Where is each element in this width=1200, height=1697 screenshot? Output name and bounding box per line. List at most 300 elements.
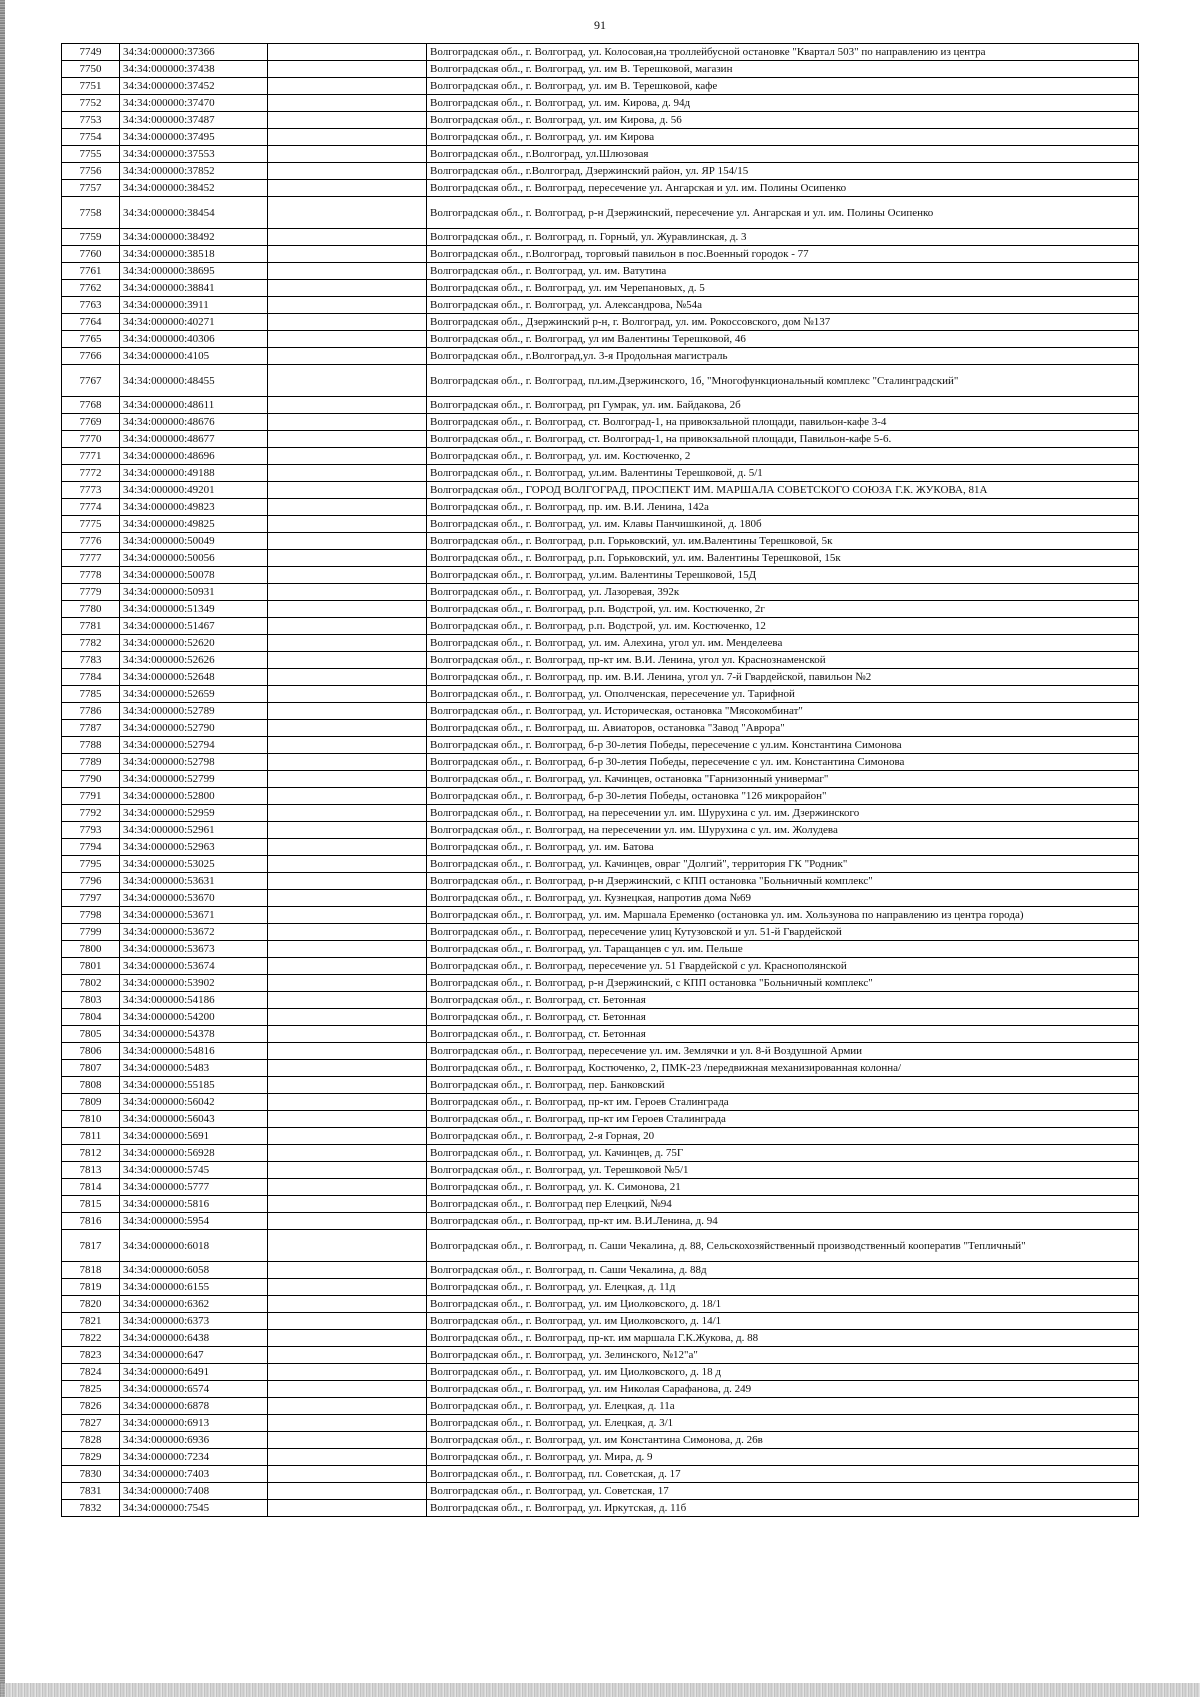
row-number-cell: 7779	[62, 584, 120, 601]
table-row	[62, 839, 1139, 856]
cadastral-number-cell: 34:34:000000:51349	[120, 601, 268, 618]
cadastral-number-cell: 34:34:000000:48696	[120, 448, 268, 465]
row-number-cell: 7830	[62, 1466, 120, 1483]
empty-cell	[268, 1213, 427, 1230]
row-number-cell: 7798	[62, 907, 120, 924]
empty-cell	[268, 1128, 427, 1145]
row-number-cell: 7764	[62, 314, 120, 331]
table-row	[62, 1364, 1139, 1381]
table-row	[62, 1230, 1139, 1262]
cadastral-number-cell: 34:34:000000:54200	[120, 1009, 268, 1026]
address-cell: Волгоградская обл., г. Волгоград, на пересечении ул. им. Шурухина с ул. им. Дзержинского	[427, 805, 1139, 822]
table-row	[62, 482, 1139, 499]
row-number-cell: 7784	[62, 669, 120, 686]
cadastral-number-cell: 34:34:000000:53670	[120, 890, 268, 907]
address-cell: Волгоградская обл., г. Волгоград, ул. им Циолковского, д. 18/1	[427, 1296, 1139, 1313]
empty-cell	[268, 1111, 427, 1128]
table-row	[62, 61, 1139, 78]
empty-cell	[268, 246, 427, 263]
table-row	[62, 229, 1139, 246]
table-row	[62, 1196, 1139, 1213]
row-number-cell: 7817	[62, 1230, 120, 1262]
empty-cell	[268, 348, 427, 365]
row-number-cell: 7808	[62, 1077, 120, 1094]
row-number-cell: 7797	[62, 890, 120, 907]
cadastral-number-cell: 34:34:000000:6373	[120, 1313, 268, 1330]
cadastral-number-cell: 34:34:000000:52961	[120, 822, 268, 839]
row-number-cell: 7805	[62, 1026, 120, 1043]
empty-cell	[268, 1230, 427, 1262]
empty-cell	[268, 1296, 427, 1313]
empty-cell	[268, 1483, 427, 1500]
cadastral-number-cell: 34:34:000000:7408	[120, 1483, 268, 1500]
cadastral-number-cell: 34:34:000000:48676	[120, 414, 268, 431]
empty-cell	[268, 397, 427, 414]
address-cell: Волгоградская обл., г. Волгоград, ул. Александрова, №54а	[427, 297, 1139, 314]
empty-cell	[268, 941, 427, 958]
table-row	[62, 737, 1139, 754]
empty-cell	[268, 1077, 427, 1094]
empty-cell	[268, 44, 427, 61]
row-number-cell: 7785	[62, 686, 120, 703]
cadastral-number-cell: 34:34:000000:49201	[120, 482, 268, 499]
table-row	[62, 1296, 1139, 1313]
empty-cell	[268, 771, 427, 788]
row-number-cell: 7789	[62, 754, 120, 771]
address-cell: Волгоградская обл., г. Волгоград, б-р 30-летия Победы, пересечение с ул.им. Константина Симонова	[427, 737, 1139, 754]
address-cell: Волгоградская обл., г. Волгоград, ул. им В. Терешковой, магазин	[427, 61, 1139, 78]
empty-cell	[268, 533, 427, 550]
address-cell: Волгоградская обл., г. Волгоград, ул. им Черепановых, д. 5	[427, 280, 1139, 297]
row-number-cell: 7790	[62, 771, 120, 788]
row-number-cell: 7822	[62, 1330, 120, 1347]
row-number-cell: 7754	[62, 129, 120, 146]
empty-cell	[268, 197, 427, 229]
address-cell: Волгоградская обл., г.Волгоград, торговый павильон в пос.Военный городок - 77	[427, 246, 1139, 263]
empty-cell	[268, 1398, 427, 1415]
table-row	[62, 686, 1139, 703]
empty-cell	[268, 482, 427, 499]
cadastral-number-cell: 34:34:000000:37487	[120, 112, 268, 129]
table-row	[62, 1145, 1139, 1162]
cadastral-number-cell: 34:34:000000:37495	[120, 129, 268, 146]
empty-cell	[268, 95, 427, 112]
table-row	[62, 1415, 1139, 1432]
cadastral-number-cell: 34:34:000000:6574	[120, 1381, 268, 1398]
table-row	[62, 1466, 1139, 1483]
table-row	[62, 924, 1139, 941]
table-row	[62, 550, 1139, 567]
address-cell: Волгоградская обл., г. Волгоград, р.п. Горьковский, ул. им.Валентины Терешковой, 5к	[427, 533, 1139, 550]
address-cell: Волгоградская обл., г. Волгоград, ул. им. Батова	[427, 839, 1139, 856]
table-row	[62, 941, 1139, 958]
address-cell: Волгоградская обл., г. Волгоград, ул. им Константина Симонова, д. 26в	[427, 1432, 1139, 1449]
table-row	[62, 1330, 1139, 1347]
address-cell: Волгоградская обл., г. Волгоград, р-н Дзержинский, с КПП остановка "Больничный комплекс"	[427, 873, 1139, 890]
address-cell: Волгоградская обл., г. Волгоград, пересечение ул. 51 Гвардейской с ул. Краснополянской	[427, 958, 1139, 975]
empty-cell	[268, 805, 427, 822]
address-cell: Волгоградская обл., г. Волгоград, ул. им Циолковского, д. 14/1	[427, 1313, 1139, 1330]
address-cell: Волгоградская обл., г. Волгоград, пр. им. В.И. Ленина, 142а	[427, 499, 1139, 516]
table-row	[62, 297, 1139, 314]
empty-cell	[268, 78, 427, 95]
scan-edge-bottom	[0, 1683, 1200, 1697]
table-row	[62, 465, 1139, 482]
address-cell: Волгоградская обл., г. Волгоград, р.п. Водстрой, ул. им. Костюченко, 12	[427, 618, 1139, 635]
row-number-cell: 7824	[62, 1364, 120, 1381]
row-number-cell: 7799	[62, 924, 120, 941]
cadastral-number-cell: 34:34:000000:38454	[120, 197, 268, 229]
address-cell: Волгоградская обл., г. Волгоград, рп Гумрак, ул. им. Байдакова, 2б	[427, 397, 1139, 414]
address-cell: Волгоградская обл., г. Волгоград, ул им Валентины Терешковой, 46	[427, 331, 1139, 348]
row-number-cell: 7753	[62, 112, 120, 129]
address-cell: Волгоградская обл., г. Волгоград, ул. К. Симонова, 21	[427, 1179, 1139, 1196]
row-number-cell: 7763	[62, 297, 120, 314]
empty-cell	[268, 703, 427, 720]
cadastral-number-cell: 34:34:000000:52800	[120, 788, 268, 805]
table-row	[62, 1381, 1139, 1398]
cadastral-number-cell: 34:34:000000:7403	[120, 1466, 268, 1483]
address-cell: Волгоградская обл., г. Волгоград, б-р 30-летия Победы, остановка "126 микрорайон"	[427, 788, 1139, 805]
row-number-cell: 7792	[62, 805, 120, 822]
address-cell: Волгоградская обл., г. Волгоград, ул. Ополченская, пересечение ул. Тарифной	[427, 686, 1139, 703]
address-cell: Волгоградская обл., г. Волгоград, пл.им.Дзержинского, 1б, "Многофункциональный комплекс "Сталинградский"	[427, 365, 1139, 397]
table-row	[62, 280, 1139, 297]
table-row	[62, 263, 1139, 280]
row-number-cell: 7761	[62, 263, 120, 280]
table-row	[62, 1262, 1139, 1279]
row-number-cell: 7816	[62, 1213, 120, 1230]
table-row	[62, 197, 1139, 229]
address-cell: Волгоградская обл., г. Волгоград, ул. Таращанцев с ул. им. Пельше	[427, 941, 1139, 958]
address-cell: Волгоградская обл., г. Волгоград, ст. Бетонная	[427, 992, 1139, 1009]
row-number-cell: 7825	[62, 1381, 120, 1398]
cadastral-number-cell: 34:34:000000:40271	[120, 314, 268, 331]
cadastral-number-cell: 34:34:000000:5691	[120, 1128, 268, 1145]
address-cell: Волгоградская обл., г. Волгоград, п. Горный, ул. Журавлинская, д. 3	[427, 229, 1139, 246]
cadastral-number-cell: 34:34:000000:52626	[120, 652, 268, 669]
row-number-cell: 7795	[62, 856, 120, 873]
table-row	[62, 567, 1139, 584]
address-cell: Волгоградская обл., г. Волгоград, ул. им Циолковского, д. 18 д	[427, 1364, 1139, 1381]
address-cell: Волгоградская обл., г. Волгоград, ул. им Кирова	[427, 129, 1139, 146]
cadastral-number-cell: 34:34:000000:6058	[120, 1262, 268, 1279]
cadastral-number-cell: 34:34:000000:38695	[120, 263, 268, 280]
cadastral-number-cell: 34:34:000000:53631	[120, 873, 268, 890]
cadastral-number-cell: 34:34:000000:37553	[120, 146, 268, 163]
empty-cell	[268, 618, 427, 635]
cadastral-number-cell: 34:34:000000:52794	[120, 737, 268, 754]
table-row	[62, 890, 1139, 907]
address-cell: Волгоградская обл., г. Волгоград, ул. Кузнецкая, напротив дома №69	[427, 890, 1139, 907]
address-cell: Волгоградская обл., г. Волгоград, ул. Историческая, остановка "Мясокомбинат"	[427, 703, 1139, 720]
cadastral-number-cell: 34:34:000000:49825	[120, 516, 268, 533]
address-cell: Волгоградская обл., г. Волгоград, пл. Советская, д. 17	[427, 1466, 1139, 1483]
table-row	[62, 163, 1139, 180]
empty-cell	[268, 1313, 427, 1330]
empty-cell	[268, 1279, 427, 1296]
row-number-cell: 7804	[62, 1009, 120, 1026]
table-row	[62, 1077, 1139, 1094]
cadastral-number-cell: 34:34:000000:6491	[120, 1364, 268, 1381]
table-row	[62, 180, 1139, 197]
empty-cell	[268, 180, 427, 197]
empty-cell	[268, 280, 427, 297]
table-row	[62, 1009, 1139, 1026]
empty-cell	[268, 516, 427, 533]
address-cell: Волгоградская обл., г. Волгоград, ул. им. Костюченко, 2	[427, 448, 1139, 465]
address-cell: Волгоградская обл., г. Волгоград, ул. Лазоревая, 392к	[427, 584, 1139, 601]
address-cell: Волгоградская обл., г.Волгоград, Дзержинский район, ул. ЯР 154/15	[427, 163, 1139, 180]
empty-cell	[268, 1364, 427, 1381]
page-number: 91	[594, 18, 606, 32]
table-row	[62, 246, 1139, 263]
empty-cell	[268, 601, 427, 618]
address-cell: Волгоградская обл., г.Волгоград,ул. 3-я Продольная магистраль	[427, 348, 1139, 365]
empty-cell	[268, 754, 427, 771]
row-number-cell: 7827	[62, 1415, 120, 1432]
table-row	[62, 1483, 1139, 1500]
cadastral-number-cell: 34:34:000000:647	[120, 1347, 268, 1364]
address-cell: Волгоградская обл., г. Волгоград, ул. им. Алехина, угол ул. им. Менделеева	[427, 635, 1139, 652]
row-number-cell: 7813	[62, 1162, 120, 1179]
table-row	[62, 95, 1139, 112]
empty-cell	[268, 1347, 427, 1364]
table-row	[62, 1279, 1139, 1296]
cadastral-number-cell: 34:34:000000:52798	[120, 754, 268, 771]
address-cell: Волгоградская обл., г. Волгоград, б-р 30-летия Победы, пересечение с ул. им. Константина Симонова	[427, 754, 1139, 771]
row-number-cell: 7771	[62, 448, 120, 465]
cadastral-number-cell: 34:34:000000:5483	[120, 1060, 268, 1077]
address-cell: Волгоградская обл., г. Волгоград, пр-кт им Героев Сталинграда	[427, 1111, 1139, 1128]
row-number-cell: 7756	[62, 163, 120, 180]
address-cell: Волгоградская обл., г. Волгоград, ул. им Кирова, д. 56	[427, 112, 1139, 129]
address-cell: Волгоградская обл., г. Волгоград, пр-кт. им маршала Г.К.Жукова, д. 88	[427, 1330, 1139, 1347]
row-number-cell: 7765	[62, 331, 120, 348]
table-row	[62, 1043, 1139, 1060]
address-cell: Волгоградская обл., г. Волгоград, 2-я Горная, 20	[427, 1128, 1139, 1145]
cadastral-number-cell: 34:34:000000:38452	[120, 180, 268, 197]
cadastral-number-cell: 34:34:000000:5745	[120, 1162, 268, 1179]
table-row	[62, 1313, 1139, 1330]
empty-cell	[268, 365, 427, 397]
row-number-cell: 7794	[62, 839, 120, 856]
row-number-cell: 7776	[62, 533, 120, 550]
empty-cell	[268, 1432, 427, 1449]
table-row	[62, 78, 1139, 95]
row-number-cell: 7781	[62, 618, 120, 635]
row-number-cell: 7815	[62, 1196, 120, 1213]
empty-cell	[268, 635, 427, 652]
table-row	[62, 314, 1139, 331]
address-cell: Волгоградская обл., г. Волгоград, Костюченко, 2, ПМК-23 /передвижная механизированная колонна/	[427, 1060, 1139, 1077]
cadastral-number-cell: 34:34:000000:48611	[120, 397, 268, 414]
empty-cell	[268, 567, 427, 584]
cadastral-number-cell: 34:34:000000:49188	[120, 465, 268, 482]
row-number-cell: 7752	[62, 95, 120, 112]
address-cell: Волгоградская обл., ГОРОД ВОЛГОГРАД, ПРОСПЕКТ ИМ. МАРШАЛА СОВЕТСКОГО СОЮЗА Г.К. ЖУКОВА, 81А	[427, 482, 1139, 499]
address-cell: Волгоградская обл., г. Волгоград, ст. Бетонная	[427, 1026, 1139, 1043]
row-number-cell: 7811	[62, 1128, 120, 1145]
empty-cell	[268, 550, 427, 567]
table-row	[62, 516, 1139, 533]
cadastral-number-cell: 34:34:000000:4105	[120, 348, 268, 365]
table-row	[62, 805, 1139, 822]
empty-cell	[268, 1196, 427, 1213]
empty-cell	[268, 1043, 427, 1060]
address-cell: Волгоградская обл., г. Волгоград, пересечение ул. Ангарская и ул. им. Полины Осипенко	[427, 180, 1139, 197]
row-number-cell: 7802	[62, 975, 120, 992]
table-row	[62, 618, 1139, 635]
cadastral-number-cell: 34:34:000000:6936	[120, 1432, 268, 1449]
row-number-cell: 7829	[62, 1449, 120, 1466]
address-cell: Волгоградская обл., г. Волгоград, ул. Колосовая,на троллейбусной остановке "Квартал 503" по направлению из центра	[427, 44, 1139, 61]
cadastral-number-cell: 34:34:000000:5954	[120, 1213, 268, 1230]
row-number-cell: 7755	[62, 146, 120, 163]
registry-table-body	[62, 44, 1139, 1517]
table-row	[62, 1128, 1139, 1145]
table-row	[62, 44, 1139, 61]
table-row	[62, 975, 1139, 992]
cadastral-number-cell: 34:34:000000:37366	[120, 44, 268, 61]
registry-table	[61, 43, 1139, 1517]
row-number-cell: 7757	[62, 180, 120, 197]
cadastral-number-cell: 34:34:000000:52620	[120, 635, 268, 652]
cadastral-number-cell: 34:34:000000:56042	[120, 1094, 268, 1111]
table-row	[62, 1111, 1139, 1128]
row-number-cell: 7750	[62, 61, 120, 78]
address-cell: Волгоградская обл., г. Волгоград, п. Саши Чекалина, д. 88д	[427, 1262, 1139, 1279]
cadastral-number-cell: 34:34:000000:3911	[120, 297, 268, 314]
empty-cell	[268, 1060, 427, 1077]
table-row	[62, 1179, 1139, 1196]
table-row	[62, 414, 1139, 431]
address-cell: Волгоградская обл., г. Волгоград, ст. Бетонная	[427, 1009, 1139, 1026]
table-row	[62, 1432, 1139, 1449]
row-number-cell: 7758	[62, 197, 120, 229]
cadastral-number-cell: 34:34:000000:37452	[120, 78, 268, 95]
table-row	[62, 720, 1139, 737]
table-row	[62, 1398, 1139, 1415]
empty-cell	[268, 1094, 427, 1111]
cadastral-number-cell: 34:34:000000:48455	[120, 365, 268, 397]
table-row	[62, 822, 1139, 839]
empty-cell	[268, 788, 427, 805]
empty-cell	[268, 1009, 427, 1026]
empty-cell	[268, 1466, 427, 1483]
table-row	[62, 771, 1139, 788]
table-row	[62, 788, 1139, 805]
address-cell: Волгоградская обл., г. Волгоград, на пересечении ул. им. Шурухина с ул. им. Жолудева	[427, 822, 1139, 839]
cadastral-number-cell: 34:34:000000:55185	[120, 1077, 268, 1094]
row-number-cell: 7773	[62, 482, 120, 499]
row-number-cell: 7793	[62, 822, 120, 839]
row-number-cell: 7786	[62, 703, 120, 720]
cadastral-number-cell: 34:34:000000:38492	[120, 229, 268, 246]
row-number-cell: 7782	[62, 635, 120, 652]
address-cell: Волгоградская обл., г. Волгоград, ул.им. Валентины Терешковой, 15Д	[427, 567, 1139, 584]
table-row	[62, 331, 1139, 348]
cadastral-number-cell: 34:34:000000:52959	[120, 805, 268, 822]
table-row	[62, 754, 1139, 771]
address-cell: Волгоградская обл., г. Волгоград, ул. им. Клавы Панчишкиной, д. 180б	[427, 516, 1139, 533]
cadastral-number-cell: 34:34:000000:37438	[120, 61, 268, 78]
empty-cell	[268, 1330, 427, 1347]
cadastral-number-cell: 34:34:000000:51467	[120, 618, 268, 635]
row-number-cell: 7791	[62, 788, 120, 805]
empty-cell	[268, 924, 427, 941]
address-cell: Волгоградская обл., г. Волгоград, ул. им В. Терешковой, кафе	[427, 78, 1139, 95]
row-number-cell: 7821	[62, 1313, 120, 1330]
cadastral-number-cell: 34:34:000000:52799	[120, 771, 268, 788]
address-cell: Волгоградская обл., г. Волгоград, ул. Зелинского, №12"а"	[427, 1347, 1139, 1364]
empty-cell	[268, 958, 427, 975]
cadastral-number-cell: 34:34:000000:54378	[120, 1026, 268, 1043]
empty-cell	[268, 975, 427, 992]
empty-cell	[268, 431, 427, 448]
table-row	[62, 652, 1139, 669]
address-cell: Волгоградская обл., г. Волгоград, ул. им. Маршала Еременко (остановка ул. им. Хользунова по направлению из центра города)	[427, 907, 1139, 924]
empty-cell	[268, 584, 427, 601]
table-row	[62, 1500, 1139, 1517]
empty-cell	[268, 856, 427, 873]
row-number-cell: 7772	[62, 465, 120, 482]
cadastral-number-cell: 34:34:000000:6362	[120, 1296, 268, 1313]
empty-cell	[268, 1500, 427, 1517]
table-row	[62, 533, 1139, 550]
row-number-cell: 7767	[62, 365, 120, 397]
row-number-cell: 7832	[62, 1500, 120, 1517]
row-number-cell: 7760	[62, 246, 120, 263]
cadastral-number-cell: 34:34:000000:54186	[120, 992, 268, 1009]
address-cell: Волгоградская обл., г. Волгоград, ул. Иркутская, д. 11б	[427, 1500, 1139, 1517]
cadastral-number-cell: 34:34:000000:40306	[120, 331, 268, 348]
row-number-cell: 7780	[62, 601, 120, 618]
address-cell: Волгоградская обл., г.Волгоград, ул.Шлюзовая	[427, 146, 1139, 163]
address-cell: Волгоградская обл., г. Волгоград, пр. им. В.И. Ленина, угол ул. 7-й Гвардейской, павильон №2	[427, 669, 1139, 686]
cadastral-number-cell: 34:34:000000:38518	[120, 246, 268, 263]
cadastral-number-cell: 34:34:000000:5816	[120, 1196, 268, 1213]
address-cell: Волгоградская обл., Дзержинский р-н, г. Волгоград, ул. им. Рокоссовского, дом №137	[427, 314, 1139, 331]
cadastral-number-cell: 34:34:000000:37470	[120, 95, 268, 112]
table-row	[62, 1026, 1139, 1043]
address-cell: Волгоградская обл., г. Волгоград, пр-кт им. В.И. Ленина, угол ул. Краснознаменской	[427, 652, 1139, 669]
table-row	[62, 1060, 1139, 1077]
cadastral-number-cell: 34:34:000000:50056	[120, 550, 268, 567]
address-cell: Волгоградская обл., г. Волгоград, пр-кт им. В.И.Ленина, д. 94	[427, 1213, 1139, 1230]
row-number-cell: 7749	[62, 44, 120, 61]
empty-cell	[268, 822, 427, 839]
address-cell: Волгоградская обл., г. Волгоград, ст. Волгоград-1, на привокзальной площади, павильон-кафе 3-4	[427, 414, 1139, 431]
table-row	[62, 1347, 1139, 1364]
table-row	[62, 992, 1139, 1009]
row-number-cell: 7762	[62, 280, 120, 297]
empty-cell	[268, 331, 427, 348]
table-row	[62, 669, 1139, 686]
row-number-cell: 7769	[62, 414, 120, 431]
empty-cell	[268, 163, 427, 180]
address-cell: Волгоградская обл., г. Волгоград, ул. Елецкая, д. 3/1	[427, 1415, 1139, 1432]
row-number-cell: 7774	[62, 499, 120, 516]
table-row	[62, 448, 1139, 465]
cadastral-number-cell: 34:34:000000:53672	[120, 924, 268, 941]
row-number-cell: 7810	[62, 1111, 120, 1128]
empty-cell	[268, 1415, 427, 1432]
table-row	[62, 873, 1139, 890]
empty-cell	[268, 1179, 427, 1196]
row-number-cell: 7778	[62, 567, 120, 584]
address-cell: Волгоградская обл., г. Волгоград, ул.им. Валентины Терешковой, д. 5/1	[427, 465, 1139, 482]
